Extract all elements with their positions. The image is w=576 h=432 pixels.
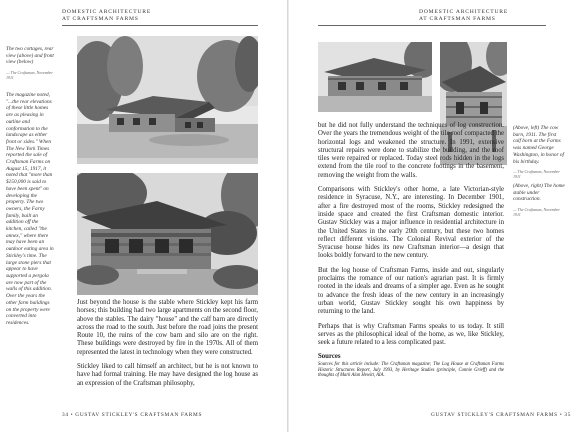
paragraph-syracuse-home: Comparisons with Stickley's other home, a late Victorian-style residence in Syracuse, N.Y., are interesting. In December 1901, after a fire destroyed most of the rooms, Stickley redesigned the inside space and created the first Craftsman domestic interior. Gustav Stickley was a major influence in residential architecture in the United States in the early 20th century, but these two homes reflect different visions. The Colonial Revival exterior of the Syracuse house hides its new Craftsman interior—a design that looks boldly forward to the new century.	[318, 186, 504, 260]
paragraph-log-construction: but he did not fully understand the techniques of log construction. Over the years the tremendous weight of the tile roof compacted the horizontal logs and weakened the structure. In 1991, extensive structural repairs were done to stabilize the building, and the roof tiles were repaired or replaced. Today steel rods hidden in the logs extend from the tile roof to the concrete footings in the basement, removing the weight from the walls.	[318, 122, 504, 179]
paragraph-speaks-today: Perhaps that is why Craftsman Farms speaks to us today. It still serves as the philosophical ideal of the home, as we, like Stickley, seek a future related to a less complicated past.	[318, 322, 504, 347]
header-rule-left	[62, 25, 258, 26]
photo-cottages-front-image	[77, 173, 258, 295]
header-rule-right	[318, 25, 546, 26]
caption-cottages-text: The two cottages, rear view (above) and front view (below)	[6, 46, 54, 66]
paragraph-agrarian-past: But the log house of Craftsman Farms, inside and out, singularly proclaims the romance of our nation's agrarian past. It is firmly rooted in the ideals and dreams of a simpler age. Even as he sought to advance the fresh ideas of the new century in an increasingly urban world, Gustav Stickley sought his own happiness by returning to the land.	[318, 266, 504, 316]
caption-cow-barn-credit: — The Craftsman, November 1911	[513, 169, 560, 180]
caption-magazine-note-text: The magazine noted, "...the rear elevations of these little homes are as pleasing in outline and conformation to the landscape as either front or sides." When The New York Times reported the sale of Craftsman Farms on August 15, 1917, it noted that "more than $150,000 is said to have been spent" on developing the property. The two owners, the Farny family, built an addition off the kitchen, called "the annex," where there may have been an outdoor eating area in Stickley's time. The large stone piers that appear to have supported a pergola are now part of the walls of this addition. Over the years the other farm buildings on the property were converted into residences.	[6, 92, 54, 326]
caption-stable	[513, 183, 565, 217]
running-head-line-2: AT CRAFTSMAN FARMS	[62, 15, 139, 22]
caption-magazine-note	[6, 92, 56, 331]
caption-cow-barn-text: (Above, left) The cow barn, 1911. The first calf born at the Farms was named George Washington, in honor of his birthday.	[513, 125, 565, 165]
caption-cottages-credit: — The Craftsman, November 1911	[6, 70, 53, 81]
running-head-left	[62, 9, 151, 23]
left-page	[0, 0, 287, 432]
sources-text: Sources for this article include: The Craftsman magazine; The Log House at Craftsman Farms Historic Structures Report, July 1993, by Heritage Studies (principle, Connie Grieff) and the thoughts of Mark Alan Hewitt, AIA.	[318, 361, 504, 379]
paragraph-stable: Just beyond the house is the stable where Stickley kept his farm horses; this building had two large apartments on the second floor, above the stables. The dairy "house" and the calf barn are directly across the road to the south. Just before the road joins the present Route 10, the ruins of the cow barn and silo are on the right. These buildings were destroyed by fire in the 1970s. All of them represented the latest in technology when they were constructed.	[77, 299, 258, 356]
caption-cottages	[6, 46, 56, 80]
running-head-line-2: AT CRAFTSMAN FARMS	[419, 15, 496, 22]
caption-stable-credit: — The Craftsman, November 1911	[513, 207, 560, 218]
photo-cottages-front	[77, 173, 258, 295]
photo-cottages-rear-image	[77, 36, 258, 164]
folio-right: GUSTAV STICKLEY'S CRAFTSMAN FARMS • 35	[431, 412, 572, 418]
right-page	[289, 0, 576, 432]
sources-heading: Sources	[318, 353, 341, 361]
running-head-line-1: DOMESTIC ARCHITECTURE	[419, 9, 509, 15]
caption-cow-barn	[513, 125, 565, 179]
running-head-line-1: DOMESTIC ARCHITECTURE	[62, 9, 152, 15]
photo-cottages-rear	[77, 36, 258, 164]
paragraph-architect: Stickley liked to call himself an architect, but he is not known to have had formal training. He may have designed the log house as an expression of the Craftsman philosophy,	[77, 363, 258, 387]
body-text-left	[77, 299, 258, 394]
photo-cow-barn-image	[318, 42, 432, 112]
caption-stable-text: (Above, right) The home stable under construction.	[513, 183, 565, 203]
running-head-right	[419, 9, 508, 23]
body-text-right	[318, 122, 504, 385]
folio-left: 34 • GUSTAV STICKLEY'S CRAFTSMAN FARMS	[62, 412, 203, 418]
photo-cow-barn	[318, 42, 432, 112]
